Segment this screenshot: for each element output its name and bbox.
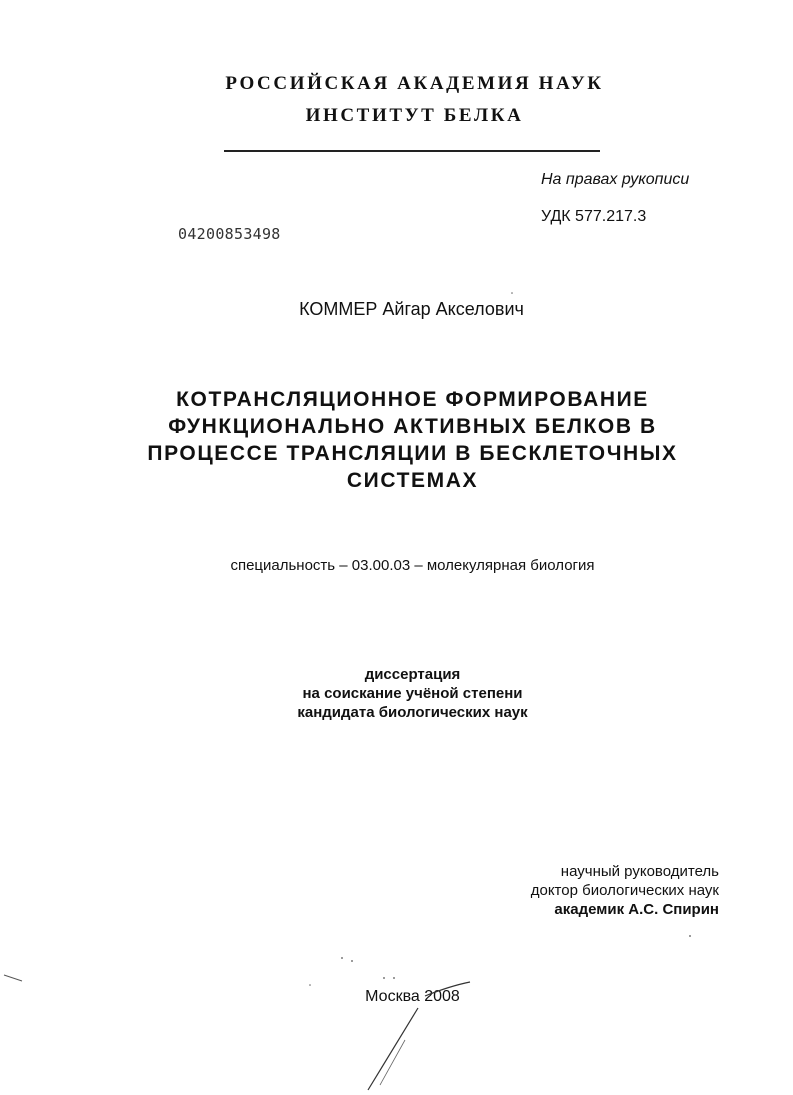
institute-name: ИНСТИТУТ БЕЛКА <box>305 105 524 126</box>
inventory-number: 04200853498 <box>178 225 281 243</box>
title-line: ПРОЦЕССЕ ТРАНСЛЯЦИИ В БЕСКЛЕТОЧНЫХ <box>147 442 678 465</box>
supervisor-role: научный руководитель <box>560 863 719 880</box>
title-line: ФУНКЦИОНАЛЬНО АКТИВНЫХ БЕЛКОВ В <box>168 415 657 438</box>
title-line: СИСТЕМАХ <box>346 469 479 492</box>
rights-note: На правах рукописи <box>541 171 690 188</box>
title-line: КОТРАНСЛЯЦИОННОЕ ФОРМИРОВАНИЕ <box>176 388 649 411</box>
udk-code: УДК 577.217.3 <box>541 208 647 225</box>
dissertation-line: кандидата биологических наук <box>297 704 528 721</box>
dissertation-line: на соискание учёной степени <box>302 685 523 702</box>
organization-name: РОССИЙСКАЯ АКАДЕМИЯ НАУК <box>225 73 604 94</box>
specialty: специальность – 03.00.03 – молекулярная биология <box>230 557 595 574</box>
dissertation-line: диссертация <box>364 666 461 683</box>
supervisor-name: академик А.С. Спирин <box>554 901 719 918</box>
author-name: КОММЕР Айгар Акселович <box>299 299 524 319</box>
city-year: Москва 2008 <box>365 988 460 1005</box>
supervisor-degree: доктор биологических наук <box>530 882 719 899</box>
